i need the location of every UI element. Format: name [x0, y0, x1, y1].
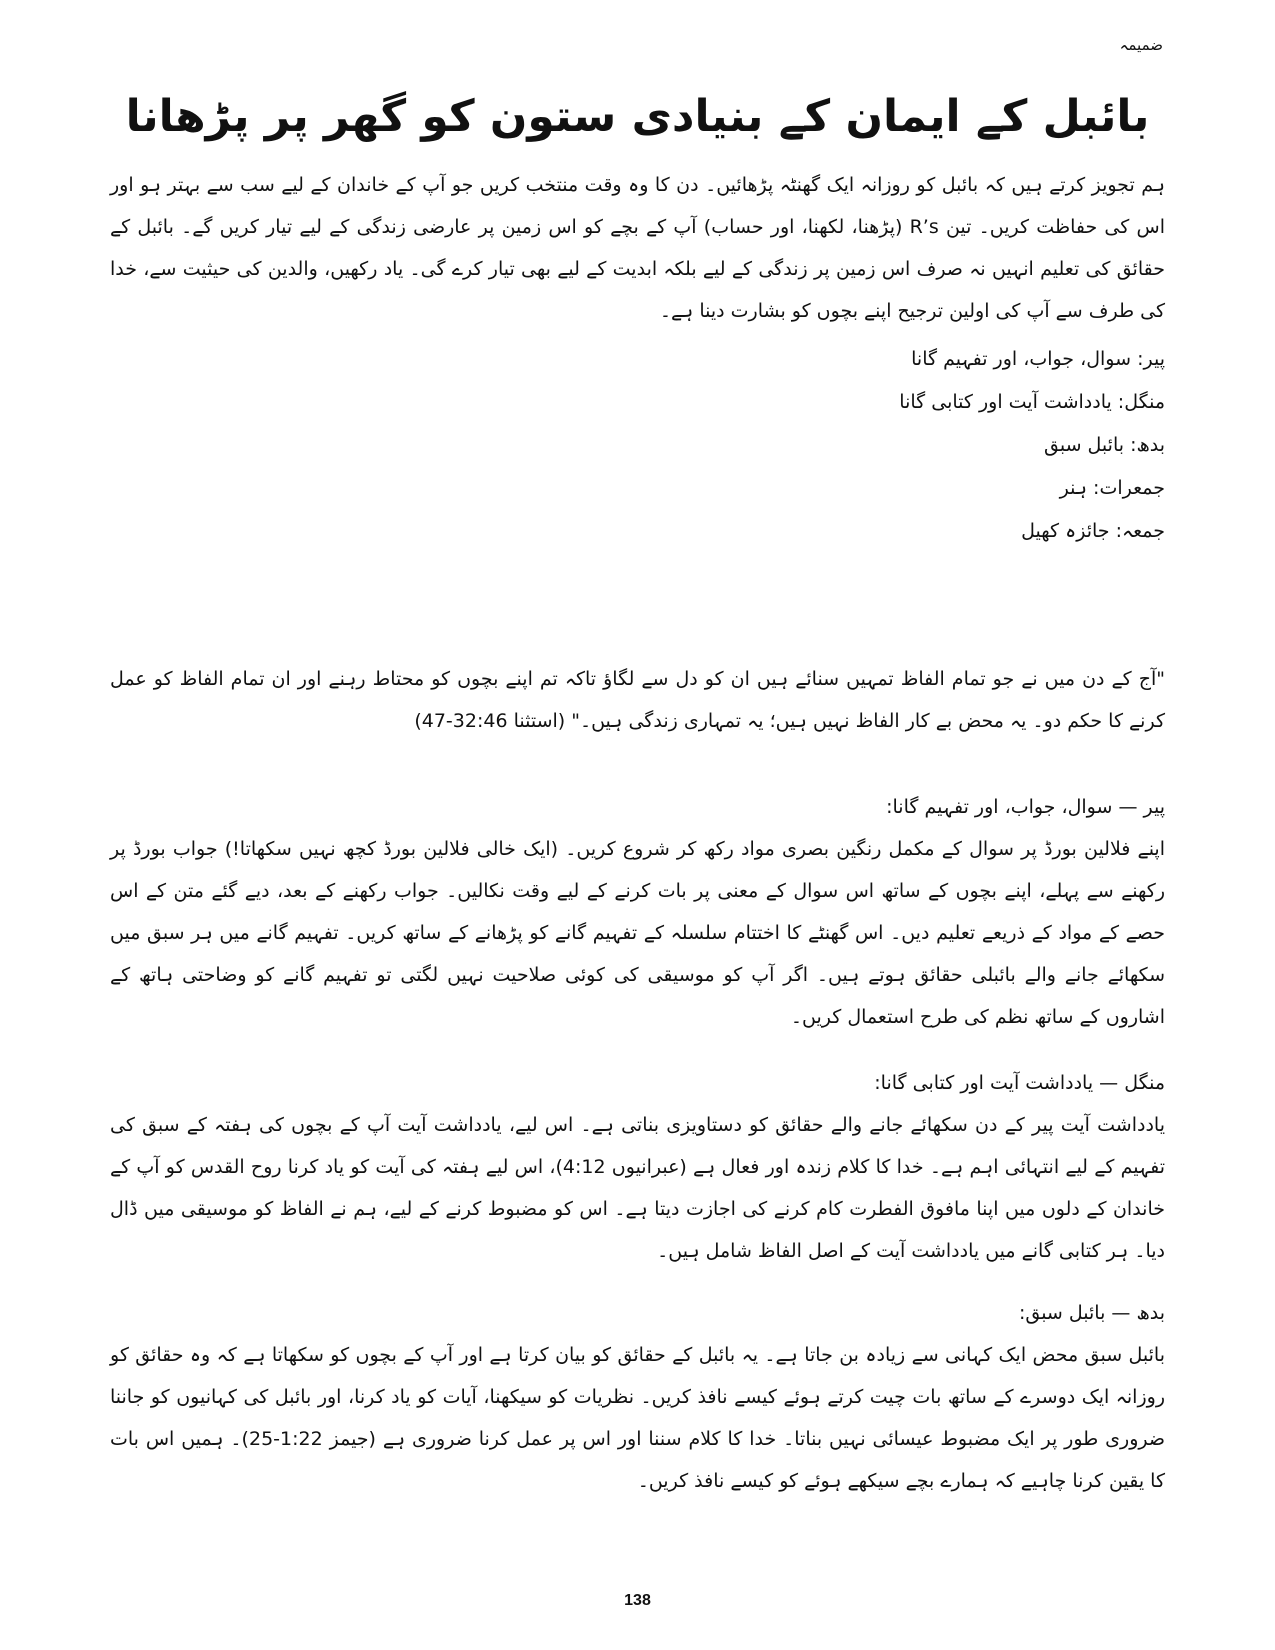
page-title: بائبل کے ایمان کے بنیادی ستون کو گھر پر پڑھانا — [125, 91, 1150, 142]
schedule-item-wednesday: بدھ: بائبل سبق — [1044, 434, 1165, 456]
schedule-item-tuesday: منگل: یادداشت آیت اور کتابی گانا — [899, 391, 1165, 413]
section-wednesday — [110, 1292, 1165, 1502]
schedule-item-thursday: جمعرات: ہنر — [1059, 477, 1165, 499]
intro-paragraph: ہم تجویز کرتے ہیں کہ بائبل کو روزانہ ایک گھنٹہ پڑھائیں۔ دن کا وہ وقت منتخب کریں جو آپ کے خاندان کے لیے سب سے بہتر ہو اور اس کی حفاظت کریں۔ تین R’s (پڑھنا، لکھنا، اور حساب) آپ کے بچے کو اس زمین پر عارضی زندگی کے لیے تیار کریں گے۔ بائبل کے حقائق کی تعلیم انہیں نہ صرف اس زمین پر زندگی کے لیے بلکہ ابدیت کے لیے بھی تیار کرے گی۔ یاد رکھیں، والدین کی حیثیت سے، خدا کی طرف سے آپ کی اولین ترجیح اپنے بچوں کو بشارت دینا ہے۔ — [110, 174, 1165, 322]
section-monday — [110, 786, 1165, 1038]
weekly-schedule — [110, 338, 1165, 553]
section-heading: بدھ — بائبل سبق: — [1018, 1302, 1165, 1324]
section-body: اپنے فلالین بورڈ پر سوال کے مکمل رنگین بصری مواد رکھ کر شروع کریں۔ (ایک خالی فلالین بورڈ کچھ نہیں سکھاتا!) جواب بورڈ پر رکھنے سے پہلے، اپنے بچوں کے ساتھ اس سوال کے معنی پر بات کرنے کے لیے وقت نکالیں۔ جواب رکھنے کے بعد، دیے گئے متن کے اس حصے کے مواد کے ذریعے تعلیم دیں۔ اس گھنٹے کا اختتام سلسلہ کے تفہیم گانے کو پڑھانے کے ساتھ کریں۔ تفہیم گانے میں ہر سبق میں سکھائے جانے والے بائبلی حقائق ہوتے ہیں۔ اگر آپ کو موسیقی کی کوئی صلاحیت نہیں لگتی تو تفہیم گانے کو وضاحتی ہاتھ کے اشاروں کے ساتھ نظم کی طرح استعمال کریں۔ — [110, 838, 1165, 1028]
section-body: یادداشت آیت پیر کے دن سکھائے جانے والے حقائق کو دستاویزی بناتی ہے۔ اس لیے، یادداشت آیت آپ کے بچوں کی ہفتہ کے سبق کی تفہیم کے لیے انتہائی اہم ہے۔ خدا کا کلام زندہ اور فعال ہے (عبرانیوں 4:12)، اس لیے ہفتہ کی آیت کو یاد کرنا روح القدس کو آپ کے خاندان کے دلوں میں اپنا مافوق الفطرت کام کرنے کی اجازت دیتا ہے۔ اس کو مضبوط کرنے کے لیے، ہم نے الفاظ کو موسیقی میں ڈال دیا۔ ہر کتابی گانے میں یادداشت آیت کے اصل الفاظ شامل ہیں۔ — [110, 1114, 1166, 1262]
section-body: بائبل سبق محض ایک کہانی سے زیادہ بن جاتا ہے۔ یہ بائبل کے حقائق کو بیان کرتا ہے اور آپ کے بچوں کو سکھاتا ہے کہ وہ حقائق کو روزانہ ایک دوسرے کے ساتھ بات چیت کرتے ہوئے کیسے نافذ کریں۔ نظریات کو سیکھنا، آیات کو یاد کرنا، اور بائبل کی کہانیوں کو جاننا ضروری طور پر ایک مضبوط عیسائی نہیں بناتا۔ خدا کا کلام سننا اور اس پر عمل کرنا ضروری ہے (جیمز 1:22-25)۔ ہمیں اس بات کا یقین کرنا چاہیے کہ ہمارے بچے سیکھے ہوئے کو کیسے نافذ کریں۔ — [110, 1344, 1165, 1492]
schedule-item-monday: پیر: سوال، جواب، اور تفہیم گانا — [911, 348, 1165, 370]
scripture-quote: "آج کے دن میں نے جو تمام الفاظ تمہیں سنائے ہیں ان کو دل سے لگاؤ تاکہ تم اپنے بچوں کو محتاط رہنے اور ان تمام الفاظ کو عمل کرنے کا حکم دو۔ یہ محض بے کار الفاظ نہیں ہیں؛ یہ تمہاری زندگی ہیں۔" (استثنا 32:46-47) — [110, 668, 1165, 732]
section-tuesday — [110, 1062, 1165, 1272]
section-heading: منگل — یادداشت آیت اور کتابی گانا: — [874, 1072, 1165, 1094]
schedule-item-friday: جمعہ: جائزہ کھیل — [1021, 520, 1165, 542]
section-heading: پیر — سوال، جواب، اور تفہیم گانا: — [886, 796, 1165, 818]
page-number: 138 — [624, 1592, 651, 1609]
appendix-label: ضمیمہ — [1119, 36, 1163, 54]
